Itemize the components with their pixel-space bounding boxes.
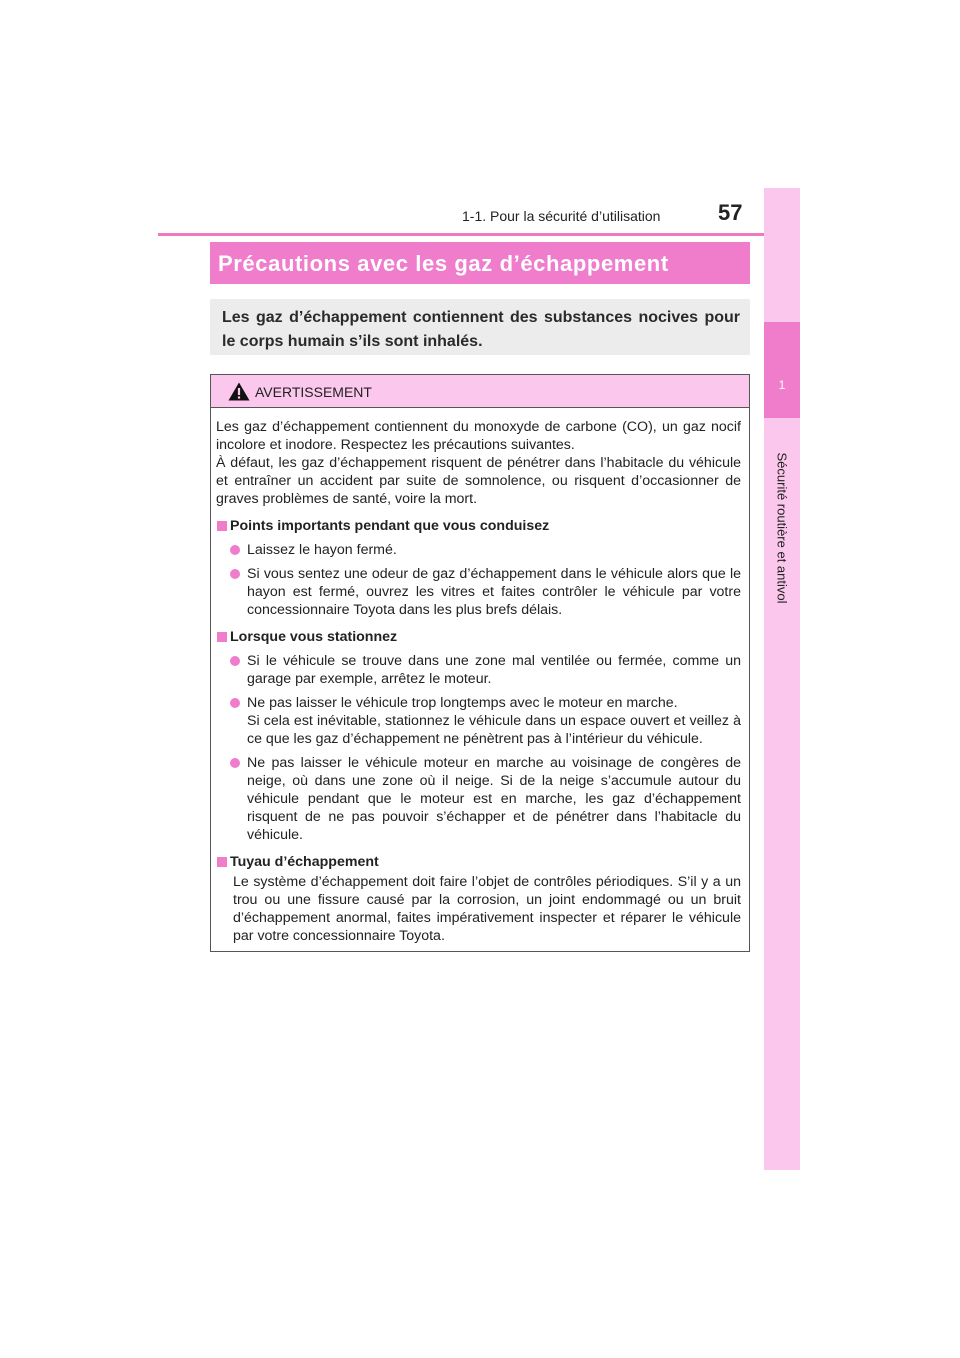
list-item-text: Laissez le hayon fermé. [247, 542, 397, 558]
warning-body [211, 408, 749, 945]
warning-consequence-paragraph: À défaut, les gaz d’échappement risquent de pénétrer dans l’habitacle du véhicule et entraîner un accident par suite de somnolence, ou risquent d’occasionner de graves problèmes de santé, voire la mort. [216, 455, 741, 507]
section-heading [216, 628, 741, 646]
section-heading [216, 517, 741, 535]
warning-box [210, 374, 750, 952]
warning-intro-paragraph: Les gaz d’échappement contiennent du monoxyde de carbone (CO), un gaz nocif incolore et inodore. Respectez les précautions suivantes. [216, 419, 741, 453]
intro-text: Les gaz d’échappement contiennent des substances nocives pour le corps humain s’ils sont inhalés. [222, 309, 740, 350]
list-item [216, 652, 741, 688]
section-text: Le système d’échappement doit faire l’objet de contrôles périodiques. S’il y a un trou ou une fissure causé par la corrosion, un joint endommagé ou un bruit d’échappement anormal, faites impérativement inspecter et réparer le véhicule par votre concessionnaire Toyota. [233, 874, 741, 944]
round-bullet-icon [230, 698, 240, 708]
section-heading-text: Points importants pendant que vous conduisez [230, 518, 550, 534]
list-item [216, 754, 741, 844]
section-exhaust-pipe [216, 853, 741, 945]
round-bullet-icon [230, 545, 240, 555]
list-item-text: Ne pas laisser le véhicule trop longtemps avec le moteur en marche. [247, 695, 678, 711]
section-heading-text: Tuyau d’échappement [230, 854, 379, 870]
chapter-number-tab [764, 322, 800, 418]
header-rule [158, 233, 800, 236]
list-item [216, 541, 741, 559]
square-bullet-icon [217, 857, 227, 867]
warning-triangle-icon [228, 382, 250, 401]
list-item [216, 565, 741, 619]
round-bullet-icon [230, 656, 240, 666]
section-heading [216, 853, 741, 871]
chapter-label: Sécurité routière et antivol [774, 452, 790, 604]
warning-header [211, 375, 749, 408]
list-item-text: Ne pas laisser le véhicule moteur en marche au voisinage de congères de neige, où dans une zone où il neige. Si de la neige s’accumule autour du véhicule pendant que le moteur est en marche, les gaz d’échappement risquent de ne pas pouvoir s’échapper et de pénétrer dans l’habitacle du véhicule. [247, 755, 741, 843]
round-bullet-icon [230, 569, 240, 579]
square-bullet-icon [217, 521, 227, 531]
chapter-number: 1 [778, 378, 786, 392]
page-number: 57 [718, 200, 743, 225]
section-parking [216, 628, 741, 844]
section-driving [216, 517, 741, 619]
list-item-text: Si vous sentez une odeur de gaz d’échappement dans le véhicule alors que le hayon est fermé, ouvrez les vitres et faites contrôler le véhicule par votre concessionnaire Toyota dans les plus brefs délais. [247, 566, 741, 618]
header-section-title: 1-1. Pour la sécurité d’utilisation [462, 208, 661, 224]
list-item [216, 694, 741, 748]
warning-label: AVERTISSEMENT [255, 384, 372, 400]
intro-box [210, 299, 750, 355]
section-heading-text: Lorsque vous stationnez [230, 629, 398, 645]
round-bullet-icon [230, 758, 240, 768]
square-bullet-icon [217, 632, 227, 642]
list-item-text: Si le véhicule se trouve dans une zone mal ventilée ou fermée, comme un garage par exemple, arrêtez le moteur. [247, 653, 741, 687]
page-title: Précautions avec les gaz d’échappement [210, 242, 750, 284]
list-item-continuation: Si cela est inévitable, stationnez le véhicule dans un espace ouvert et veillez à ce que les gaz d’échappement ne pénètrent pas à l’intérieur du véhicule. [247, 713, 741, 747]
